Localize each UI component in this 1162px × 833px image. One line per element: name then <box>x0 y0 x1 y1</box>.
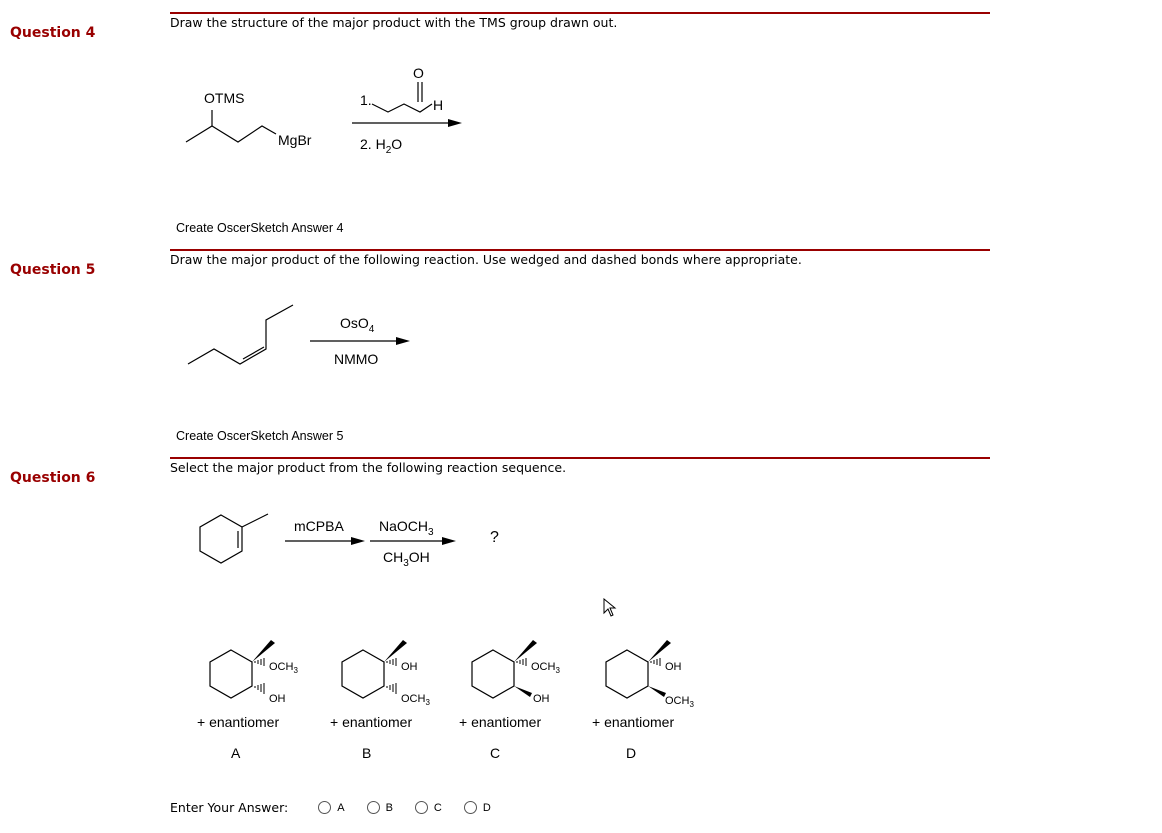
question-5-label: Question 5 <box>10 262 96 278</box>
option-a-bottom-group: OH <box>269 693 286 705</box>
radio-circle-icon[interactable] <box>367 801 380 814</box>
option-d-top-group: OH <box>665 661 682 673</box>
question-4-label: Question 4 <box>10 25 96 41</box>
question-5-prompt: Draw the major product of the following reaction. Use wedged and dashed bonds where appropriate. <box>170 252 802 267</box>
option-a-caption: + enantiomer <box>197 714 280 730</box>
option-c-top-group: $OCH_3$ <box>531 661 560 676</box>
option-c-caption: + enantiomer <box>459 714 542 730</box>
aldehyde-oxygen-label: O <box>413 65 424 81</box>
question-6-prompt: Select the major product from the following reaction sequence. <box>170 460 567 475</box>
answer-radio-b[interactable]: B <box>367 801 393 814</box>
option-d-caption: + enantiomer <box>592 714 675 730</box>
option-b-caption: + enantiomer <box>330 714 413 730</box>
oso4-label: OsO$_4$ <box>340 315 375 335</box>
option-d-letter: D <box>626 745 637 761</box>
answer-label: Enter Your Answer: <box>170 800 289 815</box>
option-b-bottom-group: $OCH_3$ <box>401 693 430 708</box>
mouse-pointer-icon <box>603 598 619 618</box>
option-b-letter: B <box>362 745 372 761</box>
answer-row <box>170 800 491 815</box>
radio-circle-icon[interactable] <box>464 801 477 814</box>
mgbr-label: MgBr <box>278 132 312 148</box>
ch3oh-label: $CH_3OH$ <box>383 549 430 569</box>
option-c-bottom-group: OH <box>533 693 550 705</box>
mcpba-label: mCPBA <box>294 518 344 534</box>
naoch3-label: NaOCH$_3$ <box>379 518 434 538</box>
option-c-letter: C <box>490 745 501 761</box>
option-a-letter: A <box>231 745 241 761</box>
question-6-label: Question 6 <box>10 470 96 486</box>
nmmo-label: NMMO <box>334 351 379 367</box>
option-a-top-group: $OCH_3$ <box>269 661 298 676</box>
radio-circle-icon[interactable] <box>415 801 428 814</box>
step-2-label: 2. $H_2O$ <box>360 136 403 156</box>
create-sketch-answer-4-link[interactable]: Create OscerSketch Answer 4 <box>176 221 344 235</box>
question-4-prompt: Draw the structure of the major product with the TMS group drawn out. <box>170 15 618 30</box>
option-b-top-group: OH <box>401 661 418 673</box>
step-1-label: 1. <box>360 92 372 108</box>
option-d-bottom-group: $OCH_3$ <box>665 695 694 710</box>
otms-label: OTMS <box>204 90 245 106</box>
answer-radio-c[interactable]: C <box>415 801 442 814</box>
answer-radio-d[interactable]: D <box>464 801 491 814</box>
aldehyde-hydrogen-label: H <box>433 97 444 113</box>
answer-radio-a[interactable]: A <box>318 801 344 814</box>
unknown-product-label: ? <box>490 529 499 546</box>
radio-circle-icon[interactable] <box>318 801 331 814</box>
create-sketch-answer-5-link[interactable]: Create OscerSketch Answer 5 <box>176 429 344 443</box>
